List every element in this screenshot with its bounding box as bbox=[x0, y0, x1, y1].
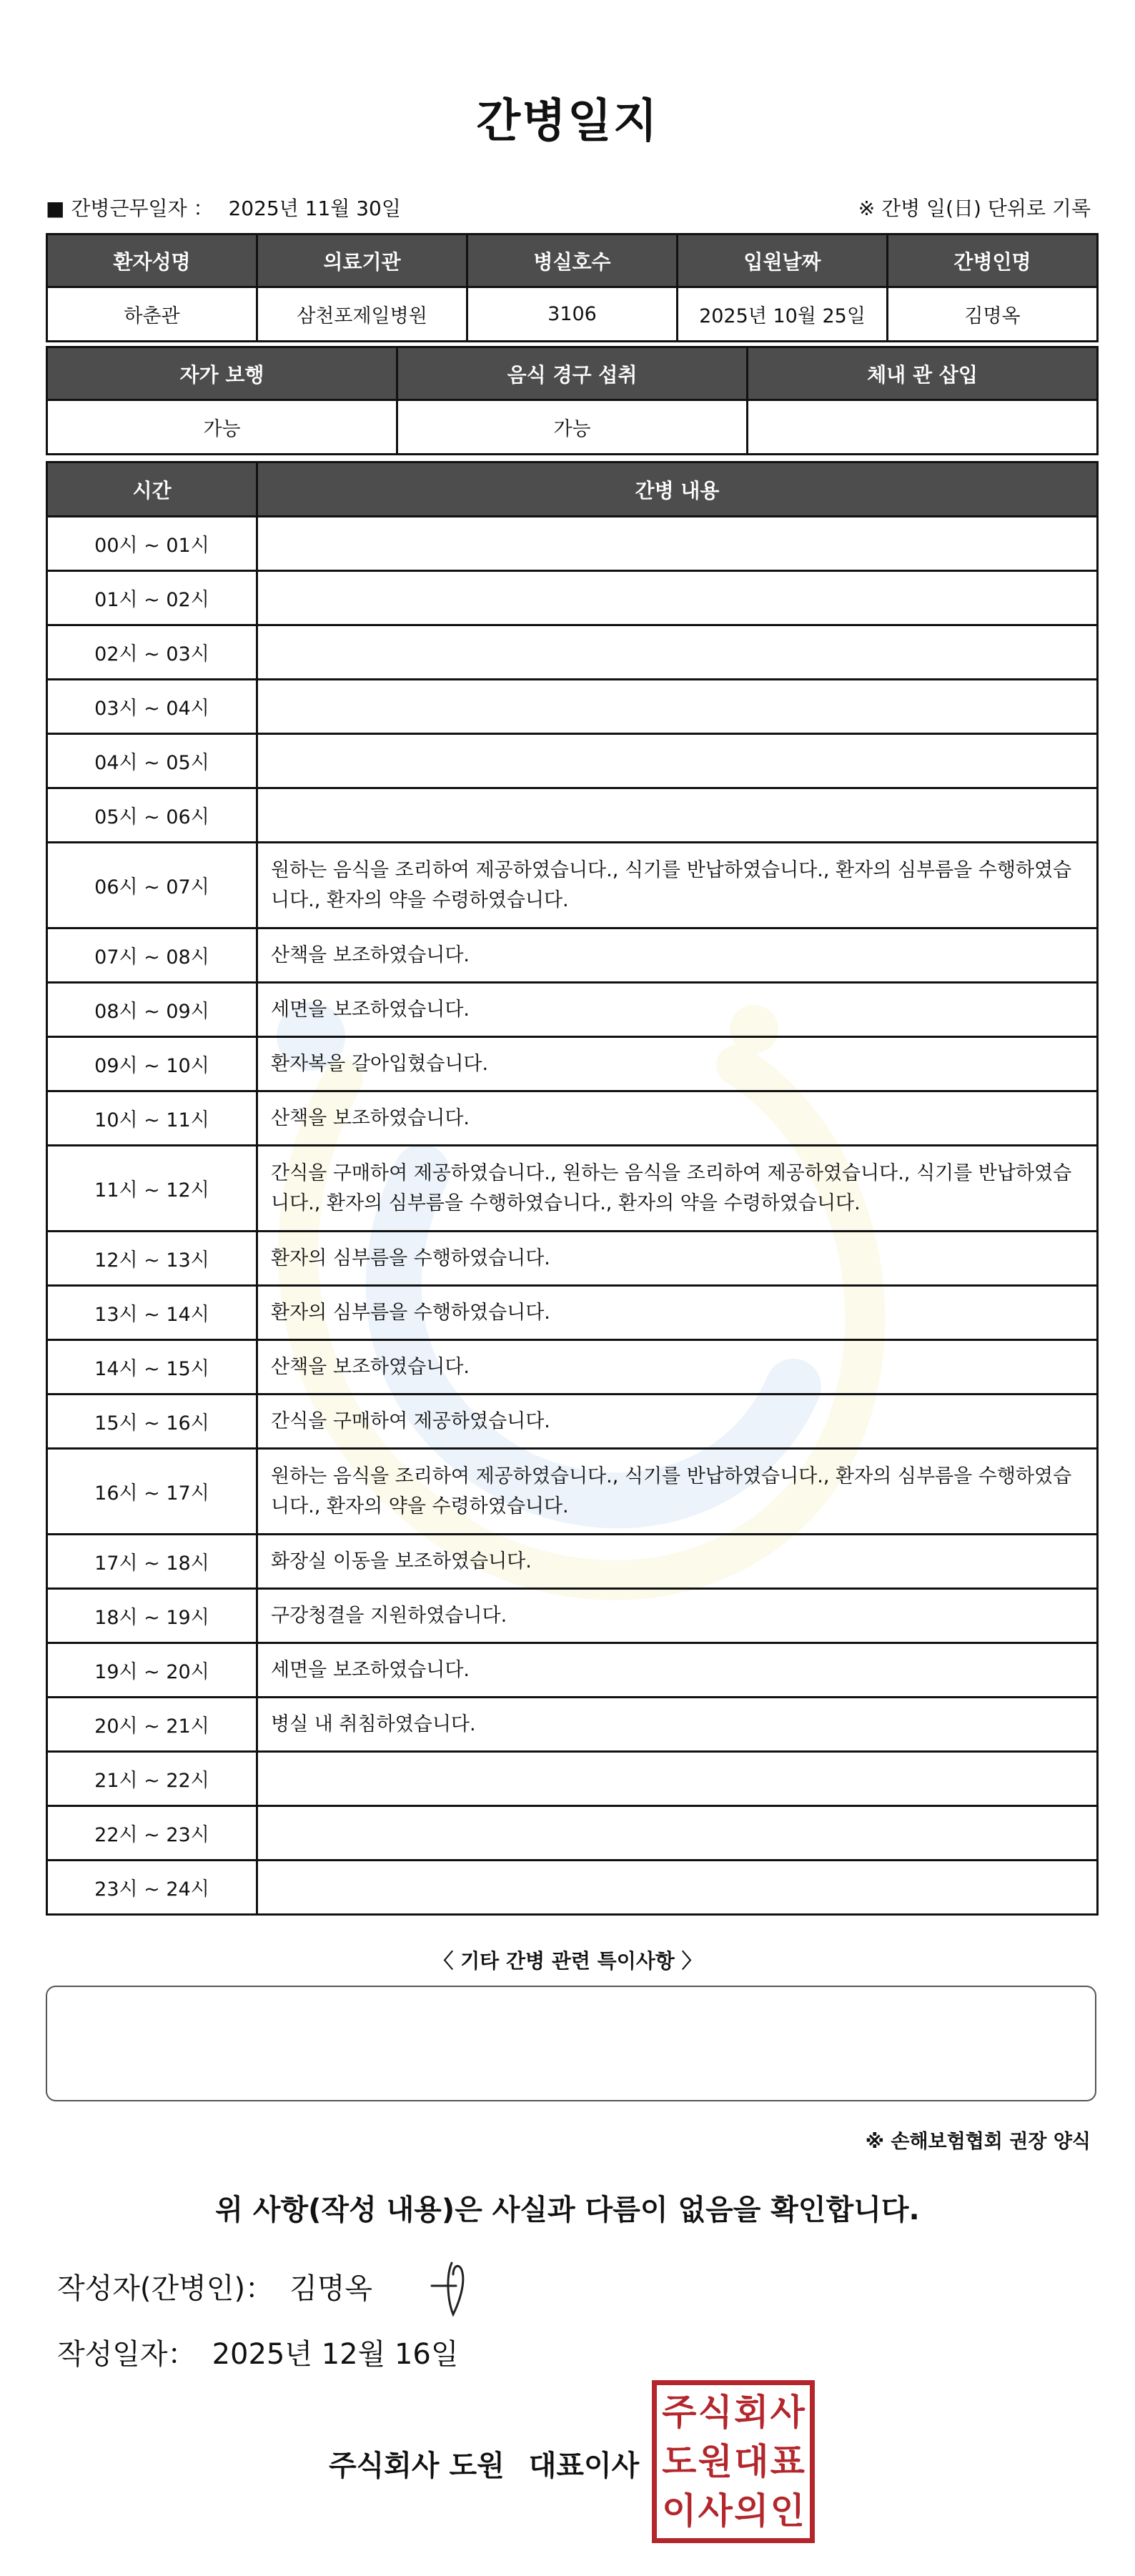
seal-character: 대 bbox=[734, 2439, 769, 2482]
care-log-time: 08시 ~ 09시 bbox=[47, 983, 257, 1037]
care-log-row bbox=[47, 983, 1098, 1037]
seal-character: 이 bbox=[662, 2489, 697, 2532]
remarks-title: 〈 기타 간병 관련 특이사항 〉 bbox=[433, 1949, 702, 1973]
seal-character: 주 bbox=[662, 2391, 697, 2434]
care-log-content: 원하는 음식을 조리하여 제공하였습니다., 식기를 반납하였습니다., 환자의 심부름을 수행하였습니다., 환자의 약을 수령하였습니다. bbox=[257, 843, 1098, 928]
header-care-content: 간병 내용 bbox=[257, 462, 1098, 517]
care-log-content bbox=[257, 734, 1098, 788]
care-log-row bbox=[47, 1752, 1098, 1806]
tube-insertion-value bbox=[748, 400, 1098, 455]
care-log-row bbox=[47, 1806, 1098, 1861]
care-log-row bbox=[47, 1232, 1098, 1286]
header-tube-insertion: 체내 관 삽입 bbox=[748, 347, 1098, 400]
care-log-content: 구강청결을 지원하였습니다. bbox=[257, 1589, 1098, 1643]
unit-note: ※ 간병 일(日) 단위로 기록 bbox=[858, 197, 1091, 220]
care-log-time: 13시 ~ 14시 bbox=[47, 1286, 257, 1340]
seal-character: 인 bbox=[770, 2489, 805, 2532]
care-log-time: 09시 ~ 10시 bbox=[47, 1037, 257, 1091]
care-log-time: 11시 ~ 12시 bbox=[47, 1146, 257, 1232]
care-log-row bbox=[47, 843, 1098, 928]
header-patient-name: 환자성명 bbox=[47, 234, 257, 287]
care-log-row bbox=[47, 1698, 1098, 1752]
care-log-time: 16시 ~ 17시 bbox=[47, 1449, 257, 1535]
care-log-time: 17시 ~ 18시 bbox=[47, 1535, 257, 1589]
care-log-row bbox=[47, 1394, 1098, 1449]
page-title: 간병일지 bbox=[476, 95, 659, 148]
written-date-label: 작성일자： bbox=[57, 2338, 197, 2371]
care-log-table bbox=[46, 461, 1099, 1916]
seal-character: 사 bbox=[770, 2391, 805, 2434]
patient-info-value-row bbox=[47, 287, 1098, 342]
status-value-row bbox=[47, 400, 1098, 455]
care-log-content bbox=[257, 571, 1098, 625]
care-log-time: 18시 ~ 19시 bbox=[47, 1589, 257, 1643]
writer-label: 작성자(간병인)： bbox=[57, 2272, 274, 2305]
signature-icon bbox=[427, 2257, 485, 2322]
oral-intake-value: 가능 bbox=[397, 400, 748, 455]
seal-character: 식 bbox=[698, 2391, 733, 2434]
caregiver-name: 김명옥 bbox=[888, 287, 1098, 342]
care-log-time: 20시 ~ 21시 bbox=[47, 1698, 257, 1752]
company-seal-stamp bbox=[652, 2380, 815, 2543]
care-log-time: 12시 ~ 13시 bbox=[47, 1232, 257, 1286]
care-log-row bbox=[47, 680, 1098, 734]
seal-character: 사 bbox=[698, 2489, 733, 2532]
care-log-content bbox=[257, 788, 1098, 843]
care-log-content: 간식을 구매하여 제공하였습니다., 원하는 음식을 조리하여 제공하였습니다., 식기를 반납하였습니다., 환자의 심부름을 수행하였습니다., 환자의 약을 수령하였습니다. bbox=[257, 1146, 1098, 1232]
care-log-row bbox=[47, 1535, 1098, 1589]
care-log-time: 00시 ~ 01시 bbox=[47, 517, 257, 571]
header-hospital: 의료기관 bbox=[257, 234, 467, 287]
writer-name: 김명옥 bbox=[289, 2272, 372, 2305]
seal-character: 도 bbox=[662, 2439, 697, 2482]
hospital-name: 삼천포제일병원 bbox=[257, 287, 467, 342]
room-number: 3106 bbox=[467, 287, 678, 342]
care-log-content bbox=[257, 1752, 1098, 1806]
written-date-value: 2025년 12월 16일 bbox=[212, 2338, 459, 2371]
care-log-content bbox=[257, 625, 1098, 680]
confirmation-statement: 위 사항(작성 내용)은 사실과 다름이 없음을 확인합니다. bbox=[215, 2194, 920, 2226]
company-line bbox=[329, 2443, 639, 2484]
header-oral-intake: 음식 경구 섭취 bbox=[397, 347, 748, 400]
care-log-row bbox=[47, 1449, 1098, 1535]
care-log-row bbox=[47, 571, 1098, 625]
seal-character: 원 bbox=[698, 2439, 733, 2482]
care-log-content: 병실 내 취침하였습니다. bbox=[257, 1698, 1098, 1752]
care-log-time: 07시 ~ 08시 bbox=[47, 928, 257, 983]
header-caregiver-name: 간병인명 bbox=[888, 234, 1098, 287]
care-log-row bbox=[47, 1589, 1098, 1643]
care-log-time: 10시 ~ 11시 bbox=[47, 1091, 257, 1146]
written-date-line bbox=[57, 2332, 459, 2372]
care-log-row bbox=[47, 517, 1098, 571]
care-log-content: 산책을 보조하였습니다. bbox=[257, 1091, 1098, 1146]
care-log-row bbox=[47, 1340, 1098, 1394]
care-log-row bbox=[47, 1091, 1098, 1146]
company-name: 주식회사 도원 bbox=[329, 2449, 505, 2482]
patient-info-header-row bbox=[47, 234, 1098, 287]
care-log-content bbox=[257, 517, 1098, 571]
care-log-content: 원하는 음식을 조리하여 제공하였습니다., 식기를 반납하였습니다., 환자의 심부름을 수행하였습니다., 환자의 약을 수령하였습니다. bbox=[257, 1449, 1098, 1535]
care-log-row bbox=[47, 1861, 1098, 1915]
care-log-body bbox=[47, 517, 1098, 1915]
care-log-content: 환자의 심부름을 수행하였습니다. bbox=[257, 1232, 1098, 1286]
work-date-label: ■ 간병근무일자 ： bbox=[46, 197, 214, 220]
seal-character: 의 bbox=[734, 2489, 769, 2532]
care-log-time: 21시 ~ 22시 bbox=[47, 1752, 257, 1806]
care-log-content: 산책을 보조하였습니다. bbox=[257, 1340, 1098, 1394]
header-time: 시간 bbox=[47, 462, 257, 517]
patient-name: 하춘관 bbox=[47, 287, 257, 342]
care-log-time: 01시 ~ 02시 bbox=[47, 571, 257, 625]
care-log-time: 05시 ~ 06시 bbox=[47, 788, 257, 843]
self-walking-value: 가능 bbox=[47, 400, 397, 455]
care-log-time: 23시 ~ 24시 bbox=[47, 1861, 257, 1915]
care-log-content: 환자복을 갈아입혔습니다. bbox=[257, 1037, 1098, 1091]
care-log-time: 19시 ~ 20시 bbox=[47, 1643, 257, 1698]
company-role: 대표이사 bbox=[528, 2449, 640, 2482]
care-log-row bbox=[47, 1146, 1098, 1232]
care-log-content bbox=[257, 1861, 1098, 1915]
header-self-walking: 자가 보행 bbox=[47, 347, 397, 400]
seal-character: 표 bbox=[770, 2439, 805, 2482]
header-room-number: 병실호수 bbox=[467, 234, 678, 287]
care-log-time: 22시 ~ 23시 bbox=[47, 1806, 257, 1861]
patient-info-table bbox=[46, 233, 1099, 342]
care-log-time: 03시 ~ 04시 bbox=[47, 680, 257, 734]
care-log-content: 간식을 구매하여 제공하였습니다. bbox=[257, 1394, 1098, 1449]
form-source-note: ※ 손해보험협회 권장 양식 bbox=[865, 2131, 1091, 2153]
care-log-row bbox=[47, 928, 1098, 983]
remarks-box bbox=[46, 1986, 1096, 2101]
seal-character: 회 bbox=[734, 2391, 769, 2434]
care-log-row bbox=[47, 734, 1098, 788]
care-log-time: 04시 ~ 05시 bbox=[47, 734, 257, 788]
work-date bbox=[46, 193, 401, 222]
care-log-content: 세면을 보조하였습니다. bbox=[257, 983, 1098, 1037]
care-log-header-row bbox=[47, 462, 1098, 517]
header-admission-date: 입원날짜 bbox=[678, 234, 888, 287]
care-log-row bbox=[47, 1286, 1098, 1340]
care-log-time: 06시 ~ 07시 bbox=[47, 843, 257, 928]
care-log-time: 14시 ~ 15시 bbox=[47, 1340, 257, 1394]
care-log-row bbox=[47, 1643, 1098, 1698]
care-log-content: 산책을 보조하였습니다. bbox=[257, 928, 1098, 983]
admission-date: 2025년 10월 25일 bbox=[678, 287, 888, 342]
care-log-row bbox=[47, 788, 1098, 843]
care-log-content: 화장실 이동을 보조하였습니다. bbox=[257, 1535, 1098, 1589]
care-log-content: 환자의 심부름을 수행하였습니다. bbox=[257, 1286, 1098, 1340]
care-log-content: 세면을 보조하였습니다. bbox=[257, 1643, 1098, 1698]
patient-status-table bbox=[46, 346, 1099, 455]
care-log-time: 02시 ~ 03시 bbox=[47, 625, 257, 680]
care-log-content bbox=[257, 1806, 1098, 1861]
care-log-row bbox=[47, 625, 1098, 680]
care-log-time: 15시 ~ 16시 bbox=[47, 1394, 257, 1449]
status-header-row bbox=[47, 347, 1098, 400]
work-date-value: 2025년 11월 30일 bbox=[228, 197, 401, 220]
writer-line bbox=[57, 2266, 372, 2307]
care-log-row bbox=[47, 1037, 1098, 1091]
care-log-content bbox=[257, 680, 1098, 734]
